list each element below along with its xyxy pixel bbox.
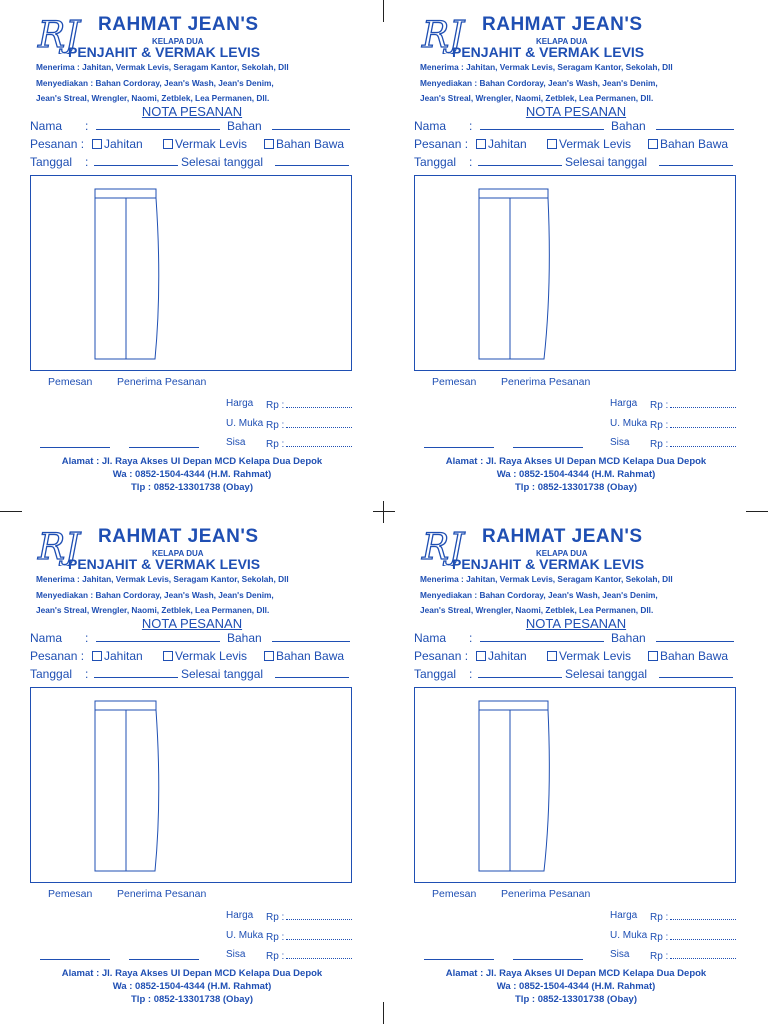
fabric-checkbox[interactable] xyxy=(264,139,274,149)
name-colon: : xyxy=(469,119,473,133)
option-alter[interactable]: Vermak Levis xyxy=(547,649,631,663)
shop-location: KELAPA DUA xyxy=(152,549,204,558)
price-label: Harga xyxy=(226,398,254,409)
customer-signature-line[interactable] xyxy=(424,447,494,448)
sketch-box xyxy=(30,175,352,371)
material-label: Bahan xyxy=(611,119,646,133)
finish-label: Selesai tanggal xyxy=(181,155,264,169)
date-label: Tanggal xyxy=(30,155,73,169)
shop-name: RAHMAT JEAN'S xyxy=(482,14,643,35)
shop-tagline: PENJAHIT & VERMAK LEVIS xyxy=(452,556,645,572)
alter-checkbox[interactable] xyxy=(547,139,557,149)
provides-text-1: Menyediakan : Bahan Cordoray, Jean's Wash, Jean's Denim, xyxy=(36,78,274,88)
accepts-text: Menerima : Jahitan, Vermak Levis, Seragam Kantor, Sekolah, Dll xyxy=(36,62,289,72)
phone: Tlp : 0852-13301738 (Obay) xyxy=(515,994,637,1005)
balance-field[interactable]: Rp : xyxy=(266,439,352,450)
whatsapp: Wa : 0852-1504-4344 (H.M. Rahmat) xyxy=(112,469,272,480)
name-colon: : xyxy=(85,119,89,133)
date-field[interactable] xyxy=(478,677,562,678)
order-note xyxy=(384,512,768,1024)
trousers-diagram xyxy=(415,176,737,372)
balance-field[interactable]: Rp : xyxy=(650,951,736,962)
svg-text:RJ: RJ xyxy=(38,15,80,54)
phone: Tlp : 0852-13301738 (Obay) xyxy=(131,994,253,1005)
customer-label: Pemesan xyxy=(432,376,477,388)
sketch-box xyxy=(30,687,352,883)
whatsapp: Wa : 0852-1504-4344 (H.M. Rahmat) xyxy=(112,981,272,992)
price-label: Harga xyxy=(226,910,254,921)
material-label: Bahan xyxy=(227,631,262,645)
name-label: Nama xyxy=(414,631,447,645)
provides-text-2: Jean's Streal, Wrengler, Naomi, Zetblek, Lea Permanen, Dll. xyxy=(420,93,654,103)
dp-label: U. Muka xyxy=(226,418,264,429)
balance-field[interactable]: Rp : xyxy=(650,439,736,450)
date-colon: : xyxy=(85,667,89,681)
alter-checkbox[interactable] xyxy=(547,651,557,661)
name-field[interactable] xyxy=(96,641,220,642)
receiver-label: Penerima Pesanan xyxy=(117,888,207,900)
finish-field[interactable] xyxy=(275,677,349,678)
dp-label: U. Muka xyxy=(610,930,648,941)
date-colon: : xyxy=(469,155,473,169)
whatsapp: Wa : 0852-1504-4344 (H.M. Rahmat) xyxy=(496,469,656,480)
balance-label: Sisa xyxy=(610,949,630,960)
customer-label: Pemesan xyxy=(48,376,93,388)
shop-name: RAHMAT JEAN'S xyxy=(98,14,259,35)
option-sewing[interactable]: Jahitan xyxy=(476,649,527,663)
option-sewing[interactable]: Jahitan xyxy=(476,137,527,151)
trousers-diagram xyxy=(31,176,353,372)
form-title: NOTA PESANAN xyxy=(141,104,243,119)
price-label: Harga xyxy=(610,910,638,921)
material-field[interactable] xyxy=(272,641,350,642)
option-sewing[interactable]: Jahitan xyxy=(92,137,143,151)
name-label: Nama xyxy=(30,119,63,133)
accepts-text: Menerima : Jahitan, Vermak Levis, Seragam Kantor, Sekolah, Dll xyxy=(36,574,289,584)
date-label: Tanggal xyxy=(30,667,73,681)
price-field[interactable]: Rp : xyxy=(266,400,352,411)
alter-checkbox[interactable] xyxy=(163,139,173,149)
sewing-checkbox[interactable] xyxy=(92,651,102,661)
date-label: Tanggal xyxy=(414,667,457,681)
option-alter[interactable]: Vermak Levis xyxy=(547,137,631,151)
dp-field[interactable]: Rp : xyxy=(266,932,352,943)
provides-text-2: Jean's Streal, Wrengler, Naomi, Zetblek, Lea Permanen, Dll. xyxy=(420,605,654,615)
customer-signature-line[interactable] xyxy=(40,447,110,448)
svg-text:RJ: RJ xyxy=(422,527,464,566)
sewing-checkbox[interactable] xyxy=(92,139,102,149)
order-label: Pesanan : xyxy=(30,137,85,151)
sketch-box xyxy=(414,687,736,883)
date-field[interactable] xyxy=(94,677,178,678)
material-field[interactable] xyxy=(272,129,350,130)
name-label: Nama xyxy=(414,119,447,133)
name-label: Nama xyxy=(30,631,63,645)
shop-tagline: PENJAHIT & VERMAK LEVIS xyxy=(68,44,261,60)
trousers-diagram xyxy=(415,688,737,884)
customer-label: Pemesan xyxy=(432,888,477,900)
order-note xyxy=(0,0,384,512)
whatsapp: Wa : 0852-1504-4344 (H.M. Rahmat) xyxy=(496,981,656,992)
phone: Tlp : 0852-13301738 (Obay) xyxy=(515,482,637,493)
sewing-checkbox[interactable] xyxy=(476,651,486,661)
order-note xyxy=(0,512,384,1024)
customer-signature-line[interactable] xyxy=(40,959,110,960)
phone: Tlp : 0852-13301738 (Obay) xyxy=(131,482,253,493)
date-colon: : xyxy=(85,155,89,169)
order-label: Pesanan : xyxy=(30,649,85,663)
dp-field[interactable]: Rp : xyxy=(650,420,736,431)
material-field[interactable] xyxy=(656,641,734,642)
order-note xyxy=(384,0,768,512)
address: Alamat : Jl. Raya Akses UI Depan MCD Kelapa Dua Depok xyxy=(61,968,323,979)
balance-label: Sisa xyxy=(610,437,630,448)
price-field[interactable]: Rp : xyxy=(266,912,352,923)
form-title: NOTA PESANAN xyxy=(525,104,627,119)
fabric-checkbox[interactable] xyxy=(264,651,274,661)
address: Alamat : Jl. Raya Akses UI Depan MCD Kelapa Dua Depok xyxy=(445,456,707,467)
dp-label: U. Muka xyxy=(610,418,648,429)
accepts-text: Menerima : Jahitan, Vermak Levis, Seragam Kantor, Sekolah, Dll xyxy=(420,62,673,72)
balance-label: Sisa xyxy=(226,949,246,960)
receiver-signature-line[interactable] xyxy=(513,447,583,448)
name-colon: : xyxy=(469,631,473,645)
address: Alamat : Jl. Raya Akses UI Depan MCD Kelapa Dua Depok xyxy=(61,456,323,467)
shop-location: KELAPA DUA xyxy=(152,37,204,46)
provides-text-1: Menyediakan : Bahan Cordoray, Jean's Wash, Jean's Denim, xyxy=(36,590,274,600)
svg-text:RJ: RJ xyxy=(422,15,464,54)
receiver-label: Penerima Pesanan xyxy=(117,376,207,388)
material-label: Bahan xyxy=(227,119,262,133)
name-field[interactable] xyxy=(96,129,220,130)
shop-name: RAHMAT JEAN'S xyxy=(482,526,643,547)
shop-tagline: PENJAHIT & VERMAK LEVIS xyxy=(452,44,645,60)
balance-field[interactable]: Rp : xyxy=(266,951,352,962)
date-field[interactable] xyxy=(94,165,178,166)
dp-field[interactable]: Rp : xyxy=(650,932,736,943)
option-fabric[interactable]: Bahan Bawa xyxy=(264,137,344,151)
dp-label: U. Muka xyxy=(226,930,264,941)
finish-label: Selesai tanggal xyxy=(565,155,648,169)
material-field[interactable] xyxy=(656,129,734,130)
date-field[interactable] xyxy=(478,165,562,166)
fabric-checkbox[interactable] xyxy=(648,139,658,149)
svg-text:RJ: RJ xyxy=(38,527,80,566)
dp-field[interactable]: Rp : xyxy=(266,420,352,431)
option-fabric[interactable]: Bahan Bawa xyxy=(264,649,344,663)
option-alter[interactable]: Vermak Levis xyxy=(163,137,247,151)
alter-checkbox[interactable] xyxy=(163,651,173,661)
fabric-checkbox[interactable] xyxy=(648,651,658,661)
price-field[interactable]: Rp : xyxy=(650,400,736,411)
option-fabric[interactable]: Bahan Bawa xyxy=(648,649,728,663)
shop-name: RAHMAT JEAN'S xyxy=(98,526,259,547)
provides-text-1: Menyediakan : Bahan Cordoray, Jean's Wash, Jean's Denim, xyxy=(420,590,658,600)
sketch-box xyxy=(414,175,736,371)
name-field[interactable] xyxy=(480,129,604,130)
finish-label: Selesai tanggal xyxy=(181,667,264,681)
name-colon: : xyxy=(85,631,89,645)
price-field[interactable]: Rp : xyxy=(650,912,736,923)
customer-label: Pemesan xyxy=(48,888,93,900)
sewing-checkbox[interactable] xyxy=(476,139,486,149)
provides-text-2: Jean's Streal, Wrengler, Naomi, Zetblek, Lea Permanen, Dll. xyxy=(36,605,270,615)
option-alter[interactable]: Vermak Levis xyxy=(163,649,247,663)
receiver-signature-line[interactable] xyxy=(129,447,199,448)
finish-field[interactable] xyxy=(659,677,733,678)
address: Alamat : Jl. Raya Akses UI Depan MCD Kelapa Dua Depok xyxy=(445,968,707,979)
receiver-signature-line[interactable] xyxy=(129,959,199,960)
form-title: NOTA PESANAN xyxy=(141,616,243,631)
receiver-label: Penerima Pesanan xyxy=(501,888,591,900)
order-label: Pesanan : xyxy=(414,137,469,151)
trousers-diagram xyxy=(31,688,353,884)
option-fabric[interactable]: Bahan Bawa xyxy=(648,137,728,151)
shop-location: KELAPA DUA xyxy=(536,37,588,46)
receiver-signature-line[interactable] xyxy=(513,959,583,960)
balance-label: Sisa xyxy=(226,437,246,448)
form-title: NOTA PESANAN xyxy=(525,616,627,631)
date-label: Tanggal xyxy=(414,155,457,169)
provides-text-1: Menyediakan : Bahan Cordoray, Jean's Wash, Jean's Denim, xyxy=(420,78,658,88)
order-label: Pesanan : xyxy=(414,649,469,663)
date-colon: : xyxy=(469,667,473,681)
finish-field[interactable] xyxy=(659,165,733,166)
accepts-text: Menerima : Jahitan, Vermak Levis, Seragam Kantor, Sekolah, Dll xyxy=(420,574,673,584)
name-field[interactable] xyxy=(480,641,604,642)
finish-label: Selesai tanggal xyxy=(565,667,648,681)
price-label: Harga xyxy=(610,398,638,409)
material-label: Bahan xyxy=(611,631,646,645)
finish-field[interactable] xyxy=(275,165,349,166)
provides-text-2: Jean's Streal, Wrengler, Naomi, Zetblek, Lea Permanen, Dll. xyxy=(36,93,270,103)
shop-location: KELAPA DUA xyxy=(536,549,588,558)
customer-signature-line[interactable] xyxy=(424,959,494,960)
shop-tagline: PENJAHIT & VERMAK LEVIS xyxy=(68,556,261,572)
option-sewing[interactable]: Jahitan xyxy=(92,649,143,663)
receiver-label: Penerima Pesanan xyxy=(501,376,591,388)
